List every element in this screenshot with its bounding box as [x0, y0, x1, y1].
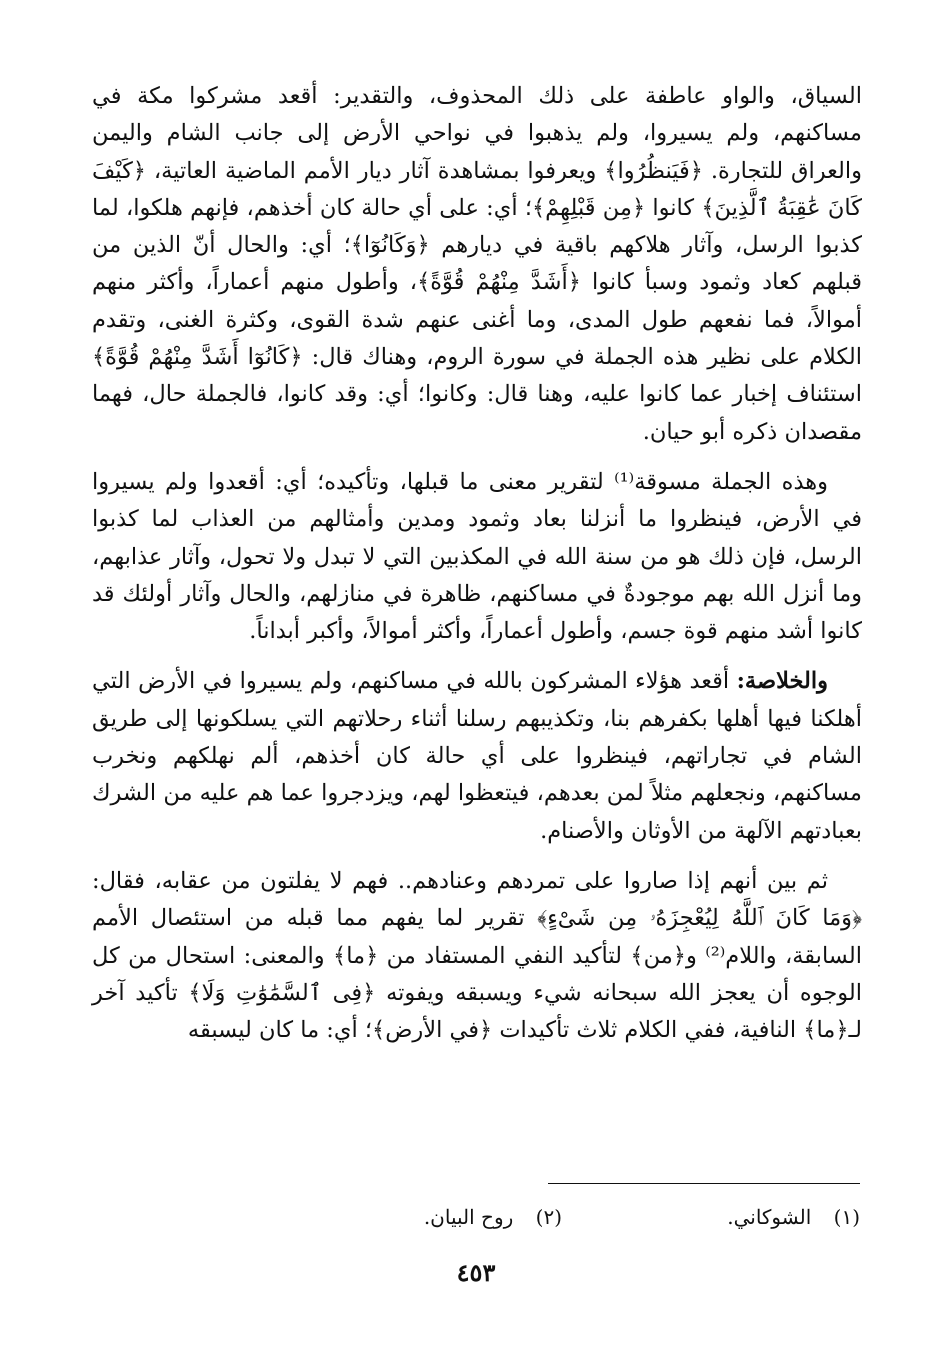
- paragraph-2: [92, 464, 862, 650]
- paragraph-3: [92, 663, 862, 849]
- page-body: [92, 78, 862, 1049]
- footnote-1-number: (١): [833, 1205, 860, 1229]
- footnote-separator: [548, 1183, 860, 1184]
- summary-heading: والخلاصة:: [736, 668, 828, 695]
- page-number: ٤٥٣: [456, 1258, 496, 1287]
- footnote-1-text: الشوكاني.: [727, 1205, 812, 1229]
- paragraph-1: [92, 78, 862, 451]
- footnote-2: [424, 1202, 562, 1232]
- paragraph-4-text: ثم بين أنهم إذا صاروا على تمردهم وعنادهم.. فهم لا يفلتون من عقابه، فقال: ﴿وَمَا كَانَ ٱللَّهُ لِيُعْجِزَهُۥ مِن شَىْءٍ﴾ تقرير لما يفهم مما قبله من استئصال الأمم السابقة، واللام⁽²⁾ و﴿من﴾ لتأكيد النفي المستفاد من ﴿ما﴾ والمعنى: استحال من كل الوجوه أن يعجز الله سبحانه شيء ويسبقه ويفوته ﴿فِى ٱلسَّمَٰوَٰتِ وَلَا﴾ تأكيد آخر لـ﴿ما﴾ النافية، ففي الكلام ثلاث تأكيدات ﴿في الأرض﴾؛ أي: ما كان ليسبقه: [92, 867, 862, 1044]
- footnote-2-number: (٢): [535, 1205, 562, 1229]
- footnote-2-text: روح البيان.: [423, 1205, 514, 1229]
- footnotes: [90, 1202, 860, 1232]
- paragraph-2-text: وهذه الجملة مسوقة⁽¹⁾ لتقرير معنى ما قبلها، وتأكيده؛ أي: أقعدوا ولم يسيروا في الأرض، فينظروا ما أنزلنا بعاد وثمود ومدين وأمثالهم من العذاب لما كذبوا الرسل، فإن ذلك هو من سنة الله في المكذبين التي لا تبدل ولا تحول، وآثار عذابهم، وما أنزل الله بهم موجودةٌ في مساكنهم، ظاهرة في منازلهم، والحال وآثار أولئك قد كانوا أشد منهم قوة جسم، وأطول أعماراً، وأكثر أموالاً، وأكبر أبداناً.: [92, 468, 862, 645]
- paragraph-1-text: السياق، والواو عاطفة على ذلك المحذوف، والتقدير: أقعد مشركوا مكة في مساكنهم، ولم يسيروا، ولم يذهبوا في نواحي الأرض إلى جانب الشام واليمن والعراق للتجارة. ﴿فَيَنظُرُوا﴾ ويعرفوا بمشاهدة آثار ديار الأمم الماضية العاتية، ﴿كَيْفَ كَانَ عَٰقِبَةُ ٱلَّذِينَ﴾ كانوا ﴿مِن قَبْلِهِمْ﴾؛ أي: على أي حالة كان أخذهم، فإنهم هلكوا، لما كذبوا الرسل، وآثار هلاكهم باقية في ديارهم ﴿وَكَانُوٓا﴾؛ أي: والحال أنّ الذين من قبلهم كعاد وثمود وسبأ كانوا ﴿أَشَدَّ مِنْهُمْ قُوَّةً﴾، وأطول منهم أعماراً، وأكثر منهم أموالاً، فما نفعهم طول المدى، وما أغنى عنهم شدة القوى، وكثرة الغنى، وتقدم الكلام على نظير هذه الجملة في سورة الروم، وهناك قال: ﴿كَانُوٓا أَشَدَّ مِنْهُمْ قُوَّةً﴾ استئناف إخبار عما كانوا عليه، وهنا قال: وكانوا؛ أي: وقد كانوا، فالجملة حال، فهما مقصدان ذكره أبو حيان.: [92, 83, 862, 445]
- footnote-1: [562, 1202, 860, 1232]
- paragraph-3-text: أقعد هؤلاء المشركون بالله في مساكنهم، ولم يسيروا في الأرض التي أهلكنا فيها أهلها بكفرهم بنا، وتكذيبهم رسلنا أثناء رحلاتهم التي يسلكونها إلى طريق الشام في تجاراتهم، فينظروا على أي حالة كان أخذهم، ألم نهلكهم ونخرب مساكنهم، ونجعلهم مثلاً لمن بعدهم، فيتعظوا لهم، ويزدجروا عما هم عليه من الشرك بعبادتهم الآلهة من الأوثان والأصنام.: [92, 668, 862, 844]
- paragraph-4: [92, 863, 862, 1049]
